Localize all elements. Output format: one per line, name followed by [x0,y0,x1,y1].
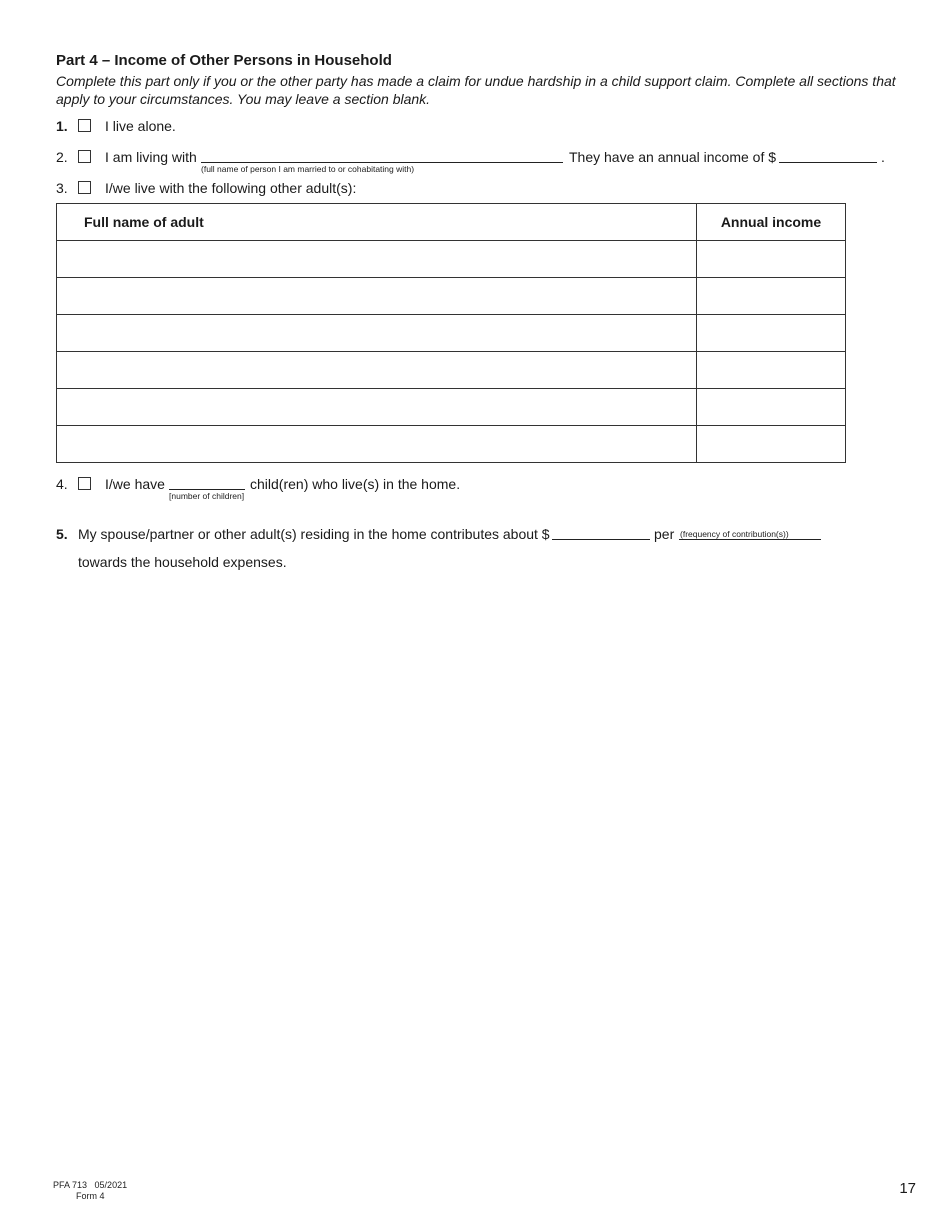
number-of-children-hint: [number of children] [169,491,245,501]
adult-income-cell[interactable] [697,389,846,426]
item-number: 3. [56,180,68,196]
item-text-line-2: towards the household expenses. [78,554,287,570]
adults-table [56,203,846,463]
part-title: Part 4 – Income of Other Persons in Household [56,52,392,69]
partner-name-field[interactable] [201,162,563,163]
children-checkbox[interactable] [78,477,91,490]
partner-name-hint: (full name of person I am married to or cohabitating with) [201,164,415,174]
other-adults-checkbox[interactable] [78,181,91,194]
item-text: I am living with [105,149,197,165]
form-code-footer [53,1180,127,1190]
period-mark: . [881,149,885,165]
item-1 [56,118,916,138]
contribution-frequency-field[interactable] [679,539,821,540]
item-number: 2. [56,149,68,165]
item-4 [56,476,916,501]
income-text: They have an annual income of $ [569,149,777,165]
table-row [57,241,846,278]
item-number: 5. [56,526,68,542]
form-code: PFA 713 [53,1180,88,1190]
adult-name-cell[interactable] [57,315,697,352]
partner-income-field[interactable] [779,162,877,163]
table-row [57,389,846,426]
contribution-amount-field[interactable] [552,539,650,540]
number-of-children-field[interactable] [169,489,245,490]
contribution-frequency-hint: (frequency of contribution(s)) [680,529,789,539]
table-row [57,352,846,389]
table-row [57,278,846,315]
adult-name-cell[interactable] [57,389,697,426]
page-number: 17 [899,1180,916,1197]
part-instructions: Complete this part only if you or the other party has made a claim for undue hardship in a child support claim. Complete all sections that apply to your circumstances. You may leave a section blank. [56,73,896,107]
item-number: 1. [56,118,68,134]
form-date: 05/2021 [94,1180,128,1190]
item-2 [56,149,916,174]
item-5-line-2 [78,554,678,574]
adult-name-cell[interactable] [57,426,697,463]
item-5 [56,526,916,546]
table-row [57,315,846,352]
per-text: per [654,526,675,542]
adult-income-cell[interactable] [697,241,846,278]
item-3 [56,180,916,200]
adult-name-cell[interactable] [57,352,697,389]
form-name: Form 4 [76,1191,105,1201]
adult-name-cell[interactable] [57,278,697,315]
adult-income-cell[interactable] [697,315,846,352]
living-with-checkbox[interactable] [78,150,91,163]
item-number: 4. [56,476,68,492]
item-text: I/we live with the following other adult(s): [105,180,357,196]
live-alone-checkbox[interactable] [78,119,91,132]
adult-income-cell[interactable] [697,352,846,389]
item-text: My spouse/partner or other adult(s) residing in the home contributes about $ [78,526,550,542]
table-row [57,426,846,463]
adult-income-cell[interactable] [697,426,846,463]
item-text: I/we have [105,476,165,492]
item-text-after: child(ren) who live(s) in the home. [250,476,461,492]
adult-income-cell[interactable] [697,278,846,315]
column-header-name: Full name of adult [57,204,697,241]
item-text: I live alone. [105,118,176,134]
adult-name-cell[interactable] [57,241,697,278]
column-header-income: Annual income [697,204,846,241]
table-header-row [57,204,846,241]
